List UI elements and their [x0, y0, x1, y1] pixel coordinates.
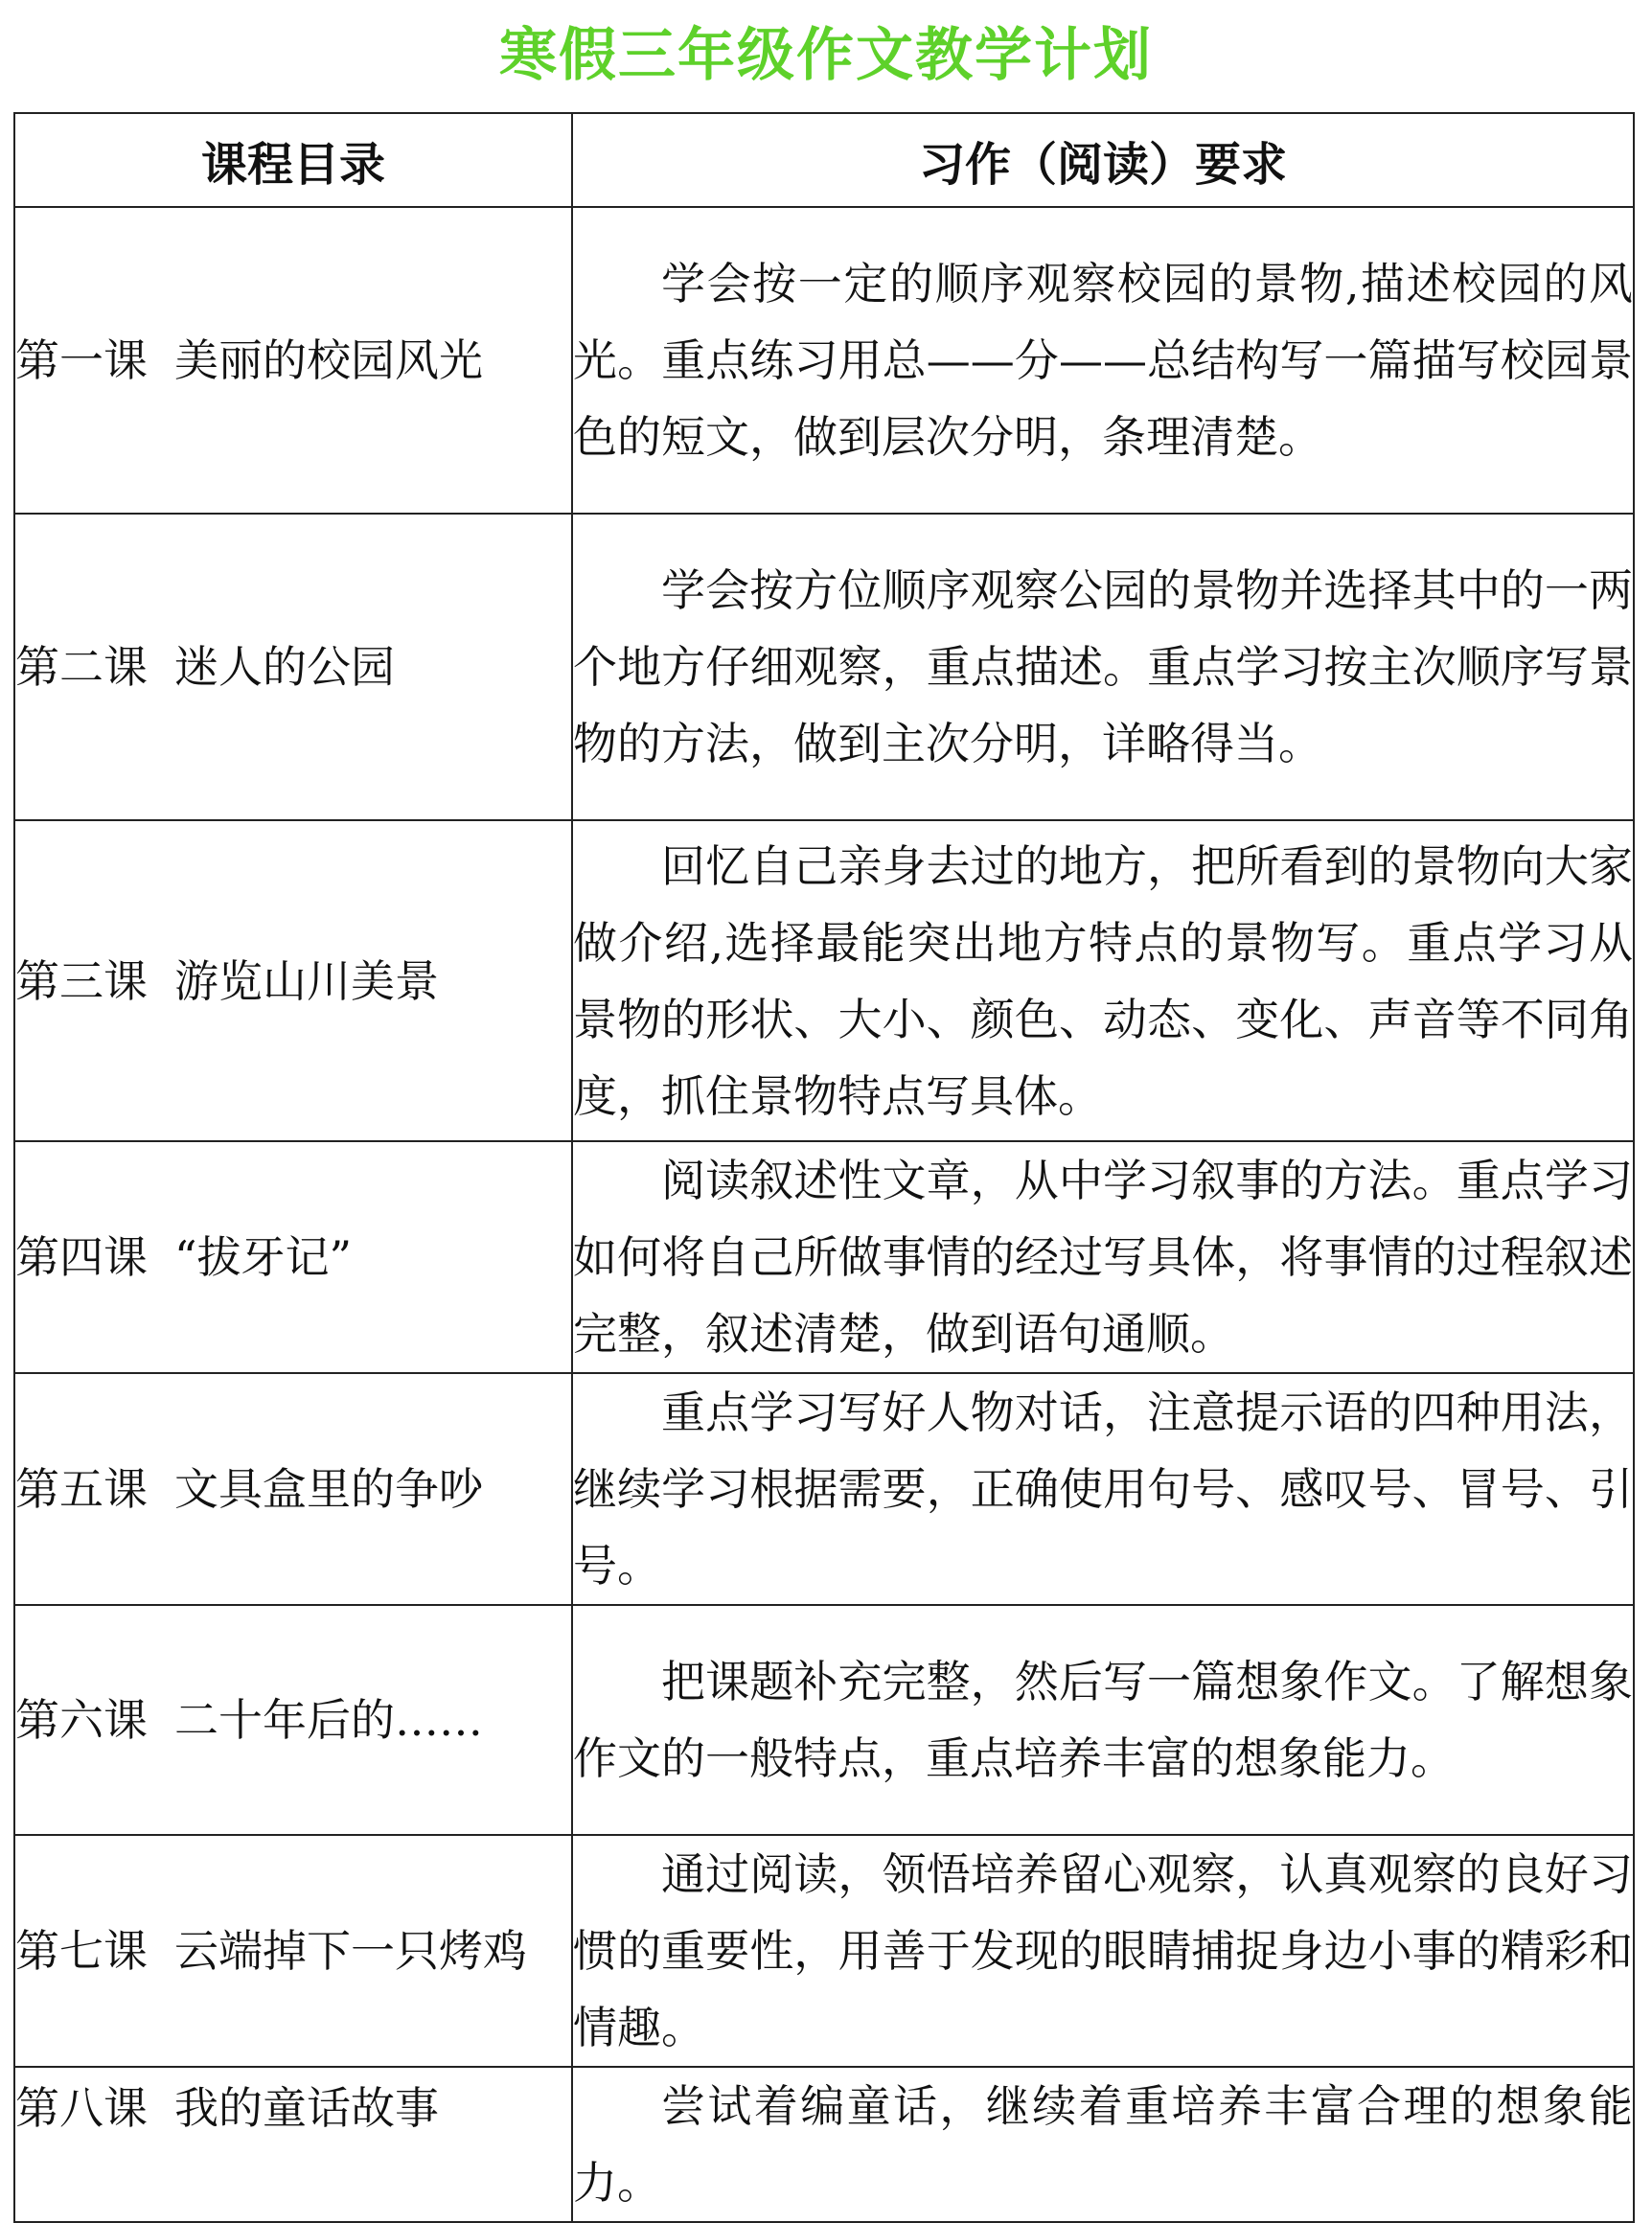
- lesson-cell: [14, 1605, 572, 1835]
- lesson-cell: [14, 2067, 572, 2222]
- lesson-number: 第六课: [15, 1694, 148, 1746]
- requirement-cell: 通过阅读，领悟培养留心观察，认真观察的良好习惯的重要性，用善于发现的眼睛捕捉身边小事的精彩和情趣。: [572, 1835, 1634, 2067]
- column-header-lessons: 课程目录: [14, 113, 572, 207]
- table-header-row: [14, 113, 1634, 207]
- lesson-name: 美丽的校园风光: [174, 334, 483, 386]
- lesson-name: 游览山川美景: [174, 954, 439, 1007]
- lesson-name: 我的童话故事: [174, 2082, 439, 2134]
- table-row: [14, 1605, 1634, 1835]
- lesson-name: “拔牙记”: [174, 1231, 353, 1283]
- lesson-number: 第一课: [15, 334, 148, 386]
- lesson-number: 第三课: [15, 954, 148, 1007]
- lesson-name: 迷人的公园: [174, 641, 395, 693]
- lesson-number: 第二课: [15, 641, 148, 693]
- table-row: [14, 207, 1634, 514]
- lesson-name: 文具盒里的争吵: [174, 1463, 483, 1515]
- requirement-cell: 学会按一定的顺序观察校园的景物,描述校园的风光。重点练习用总——分——总结构写一篇描写校园景色的短文，做到层次分明，条理清楚。: [572, 207, 1634, 514]
- lesson-cell: [14, 820, 572, 1141]
- lesson-cell: [14, 1373, 572, 1605]
- table-row: [14, 1835, 1634, 2067]
- requirement-cell: 阅读叙述性文章，从中学习叙事的方法。重点学习如何将自己所做事情的经过写具体，将事情的过程叙述完整，叙述清楚，做到语句通顺。: [572, 1141, 1634, 1373]
- lesson-name: 二十年后的……: [174, 1694, 483, 1746]
- table-row: [14, 1141, 1634, 1373]
- lesson-cell: [14, 1835, 572, 2067]
- teaching-plan-table: [13, 112, 1635, 2223]
- table-row: [14, 514, 1634, 820]
- page-title: 寒假三年级作文教学计划: [499, 22, 1153, 89]
- column-header-requirements: 习作（阅读）要求: [572, 113, 1634, 207]
- lesson-cell: [14, 1141, 572, 1373]
- requirement-cell: 把课题补充完整，然后写一篇想象作文。了解想象作文的一般特点，重点培养丰富的想象能力。: [572, 1605, 1634, 1835]
- requirement-cell: 学会按方位顺序观察公园的景物并选择其中的一两个地方仔细观察，重点描述。重点学习按主次顺序写景物的方法，做到主次分明，详略得当。: [572, 514, 1634, 820]
- lesson-cell: [14, 207, 572, 514]
- lesson-number: 第五课: [15, 1463, 148, 1515]
- lesson-name: 云端掉下一只烤鸡: [174, 1925, 527, 1977]
- lesson-number: 第七课: [15, 1925, 148, 1977]
- lesson-number: 第四课: [15, 1231, 148, 1283]
- requirement-cell: 重点学习写好人物对话，注意提示语的四种用法，继续学习根据需要，正确使用句号、感叹号、冒号、引号。: [572, 1373, 1634, 1605]
- lesson-number: 第八课: [15, 2082, 148, 2134]
- table-row: [14, 820, 1634, 1141]
- lesson-cell: [14, 514, 572, 820]
- table-row: [14, 2067, 1634, 2222]
- table-row: [14, 1373, 1634, 1605]
- requirement-cell: 回忆自己亲身去过的地方，把所看到的景物向大家做介绍,选择最能突出地方特点的景物写。重点学习从景物的形状、大小、颜色、动态、变化、声音等不同角度，抓住景物特点写具体。: [572, 820, 1634, 1141]
- requirement-cell: 尝试着编童话，继续着重培养丰富合理的想象能力。: [572, 2067, 1634, 2222]
